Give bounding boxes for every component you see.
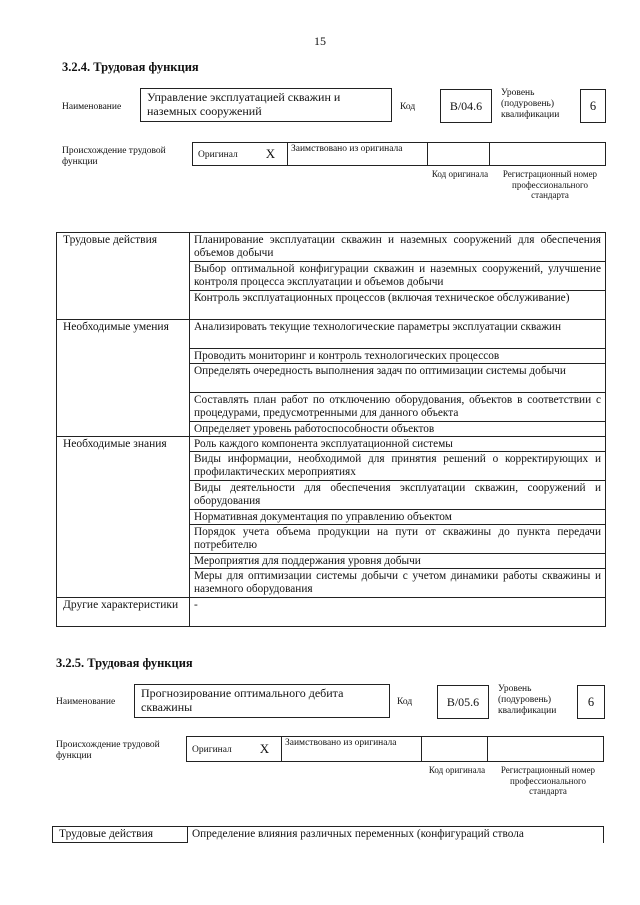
origin-code-caption: Код оригинала <box>428 765 486 775</box>
knowledge-item: Виды деятельности для обеспечения эксплуатации скважин, сооружений и оборудования <box>190 481 606 510</box>
code-label: Код <box>397 697 413 707</box>
skill-item: Определять очередность выполнения задач по оптимизации системы добычи <box>190 364 606 393</box>
knowledge-item: Роль каждого компонента эксплуатационной системы <box>190 437 606 452</box>
reg-number-caption: Регистрационный номер профессионального стандарта <box>500 765 596 796</box>
borrowed-cell: Заимствовано из оригинала <box>282 736 422 762</box>
function-table-3-2-5 <box>52 826 604 843</box>
function-code-field: B/05.6 <box>437 685 489 719</box>
original-mark: X <box>248 736 282 762</box>
section-title-3-2-5: 3.2.5. Трудовая функция <box>56 656 193 670</box>
knowledge-item: Мероприятия для поддержания уровня добычи <box>190 554 606 569</box>
knowledge-item: Порядок учета объема продукции на пути от скважины до пункта передачи потребителю <box>190 525 606 554</box>
function-code-field: B/04.6 <box>440 89 492 123</box>
skill-item: Проводить мониторинг и контроль технологических процессов <box>190 349 606 364</box>
origin-row <box>186 736 604 762</box>
knowledge-header: Необходимые знания <box>57 437 190 598</box>
section-title-3-2-4: 3.2.4. Трудовая функция <box>62 60 199 74</box>
original-mark: X <box>254 142 288 166</box>
original-cell: Оригинал <box>192 142 254 166</box>
skill-item: Определяет уровень работоспособности объектов <box>190 422 606 437</box>
function-name-field: Управление эксплуатацией скважин и наземных сооружений <box>140 88 392 122</box>
name-label: Наименование <box>56 697 116 707</box>
origin-code-cell <box>428 142 490 166</box>
origin-code-caption: Код оригинала <box>431 169 489 179</box>
qualification-level-field: 6 <box>580 89 606 123</box>
origin-code-cell <box>422 736 488 762</box>
knowledge-item: Нормативная документация по управлению объектом <box>190 510 606 525</box>
qualification-level-label: Уровень (подуровень) квалификации <box>501 88 560 120</box>
other-header: Другие характеристики <box>57 598 190 627</box>
origin-label: Происхождение трудовой функции <box>62 146 166 167</box>
function-table-3-2-4 <box>56 232 606 627</box>
borrowed-cell: Заимствовано из оригинала <box>288 142 428 166</box>
action-item: Планирование эксплуатации скважин и наземных сооружений для обеспечения объемов добычи <box>190 233 606 262</box>
reg-number-caption: Регистрационный номер профессионального стандарта <box>502 169 598 200</box>
action-item: Выбор оптимальной конфигурации скважин и наземных сооружений, улучшение контроля процесса эксплуатации и объемов добычи <box>190 262 606 291</box>
origin-row <box>192 142 606 166</box>
qualification-level-field: 6 <box>577 685 605 719</box>
reg-number-cell <box>490 142 606 166</box>
action-item: Определение влияния различных переменных (конфигураций ствола <box>188 827 604 843</box>
knowledge-item: Виды информации, необходимой для принятия решений о корректирующих и профилактических мероприятиях <box>190 452 606 481</box>
origin-label: Происхождение трудовой функции <box>56 740 160 761</box>
page-number: 15 <box>314 34 326 48</box>
original-cell: Оригинал <box>186 736 248 762</box>
skill-item: Анализировать текущие технологические параметры эксплуатации скважин <box>190 320 606 349</box>
function-name-field: Прогнозирование оптимального дебита скважины <box>134 684 390 718</box>
action-item: Контроль эксплуатационных процессов (включая техническое обслуживание) <box>190 291 606 320</box>
code-label: Код <box>400 102 416 112</box>
skills-header: Необходимые умения <box>57 320 190 437</box>
reg-number-cell <box>488 736 604 762</box>
knowledge-item: Меры для оптимизации системы добычи с учетом динамики работы скважины и наземного оборудования <box>190 569 606 598</box>
actions-header: Трудовые действия <box>53 827 188 843</box>
other-value: - <box>190 598 606 627</box>
qualification-level-label: Уровень (подуровень) квалификации <box>498 684 557 716</box>
skill-item: Составлять план работ по отключению оборудования, объектов в соответствии с процедурами, предусмотренными для данного объекта <box>190 393 606 422</box>
name-label: Наименование <box>62 102 122 112</box>
actions-header: Трудовые действия <box>57 233 190 320</box>
